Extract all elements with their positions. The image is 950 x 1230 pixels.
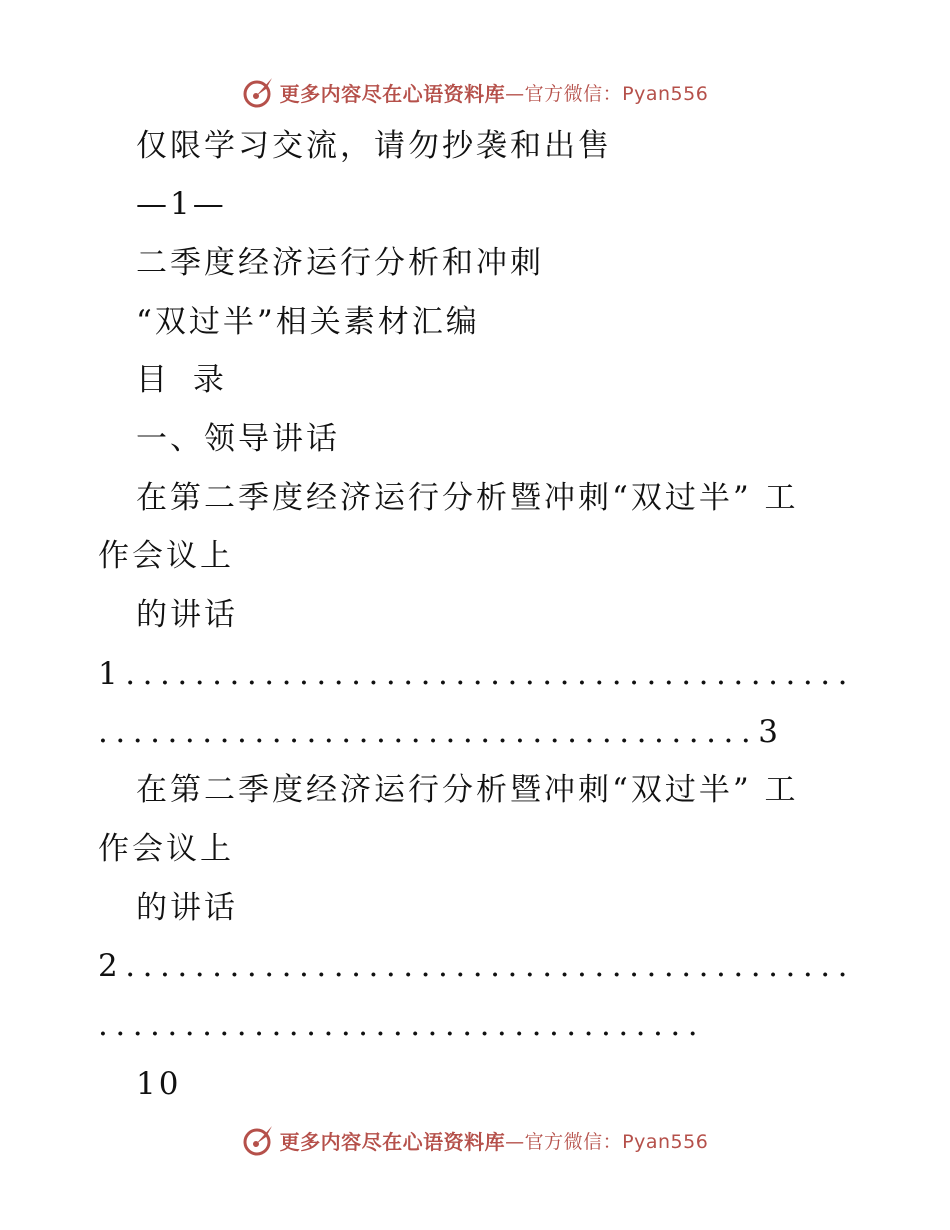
toc-heading: 目 录 (136, 362, 232, 398)
notice-text: 仅限学习交流，请勿抄袭和出售 (136, 128, 612, 164)
toc-entry-2-page: 10 (136, 1066, 182, 1102)
toc-entry-2-subtitle: 的讲话 (136, 890, 238, 926)
quill-pen-circle-icon (242, 75, 276, 109)
toc-entry-1-title: 在第二季度经济运行分析暨冲刺“双过半” 工 (136, 480, 799, 516)
toc-entry-2-title: 在第二季度经济运行分析暨冲刺“双过半” 工 (136, 772, 799, 808)
header-banner (0, 72, 950, 112)
doc-title-line-2: “双过半”相关素材汇编 (136, 304, 480, 340)
toc-entry-1-leader: 1 . . . . . . . . . . . . . . . . . . . . . . . . . . . . . . . . . . . . . . . . . . (98, 656, 848, 692)
banner-contact: —官方微信：Pyan556 (505, 1130, 709, 1153)
banner-title: 更多内容尽在心语资料库 (279, 81, 506, 106)
toc-entry-1-page: . . . . . . . . . . . . . . . . . . . . . . . . . . . . . . . . . . . . . . 3 (98, 714, 778, 750)
doc-title-line-1: 二季度经济运行分析和冲刺 (136, 245, 544, 281)
section-heading: 一、领导讲话 (136, 421, 340, 457)
footer-banner (0, 1120, 950, 1160)
toc-entry-1-title-cont: 作会议上 (98, 538, 234, 574)
toc-entry-1-subtitle: 的讲话 (136, 597, 238, 633)
banner-contact: —官方微信：Pyan556 (505, 82, 709, 105)
quill-pen-circle-icon (242, 1123, 276, 1157)
toc-entry-2-title-cont: 作会议上 (98, 831, 234, 867)
banner-title: 更多内容尽在心语资料库 (279, 1129, 506, 1154)
toc-entry-2-leader: 2 . . . . . . . . . . . . . . . . . . . . . . . . . . . . . . . . . . . . . . . . . . (98, 948, 848, 984)
page-number: —1— (136, 186, 227, 222)
toc-entry-2-leader-cont: . . . . . . . . . . . . . . . . . . . . . . . . . . . . . . . . . . . (98, 1007, 698, 1043)
